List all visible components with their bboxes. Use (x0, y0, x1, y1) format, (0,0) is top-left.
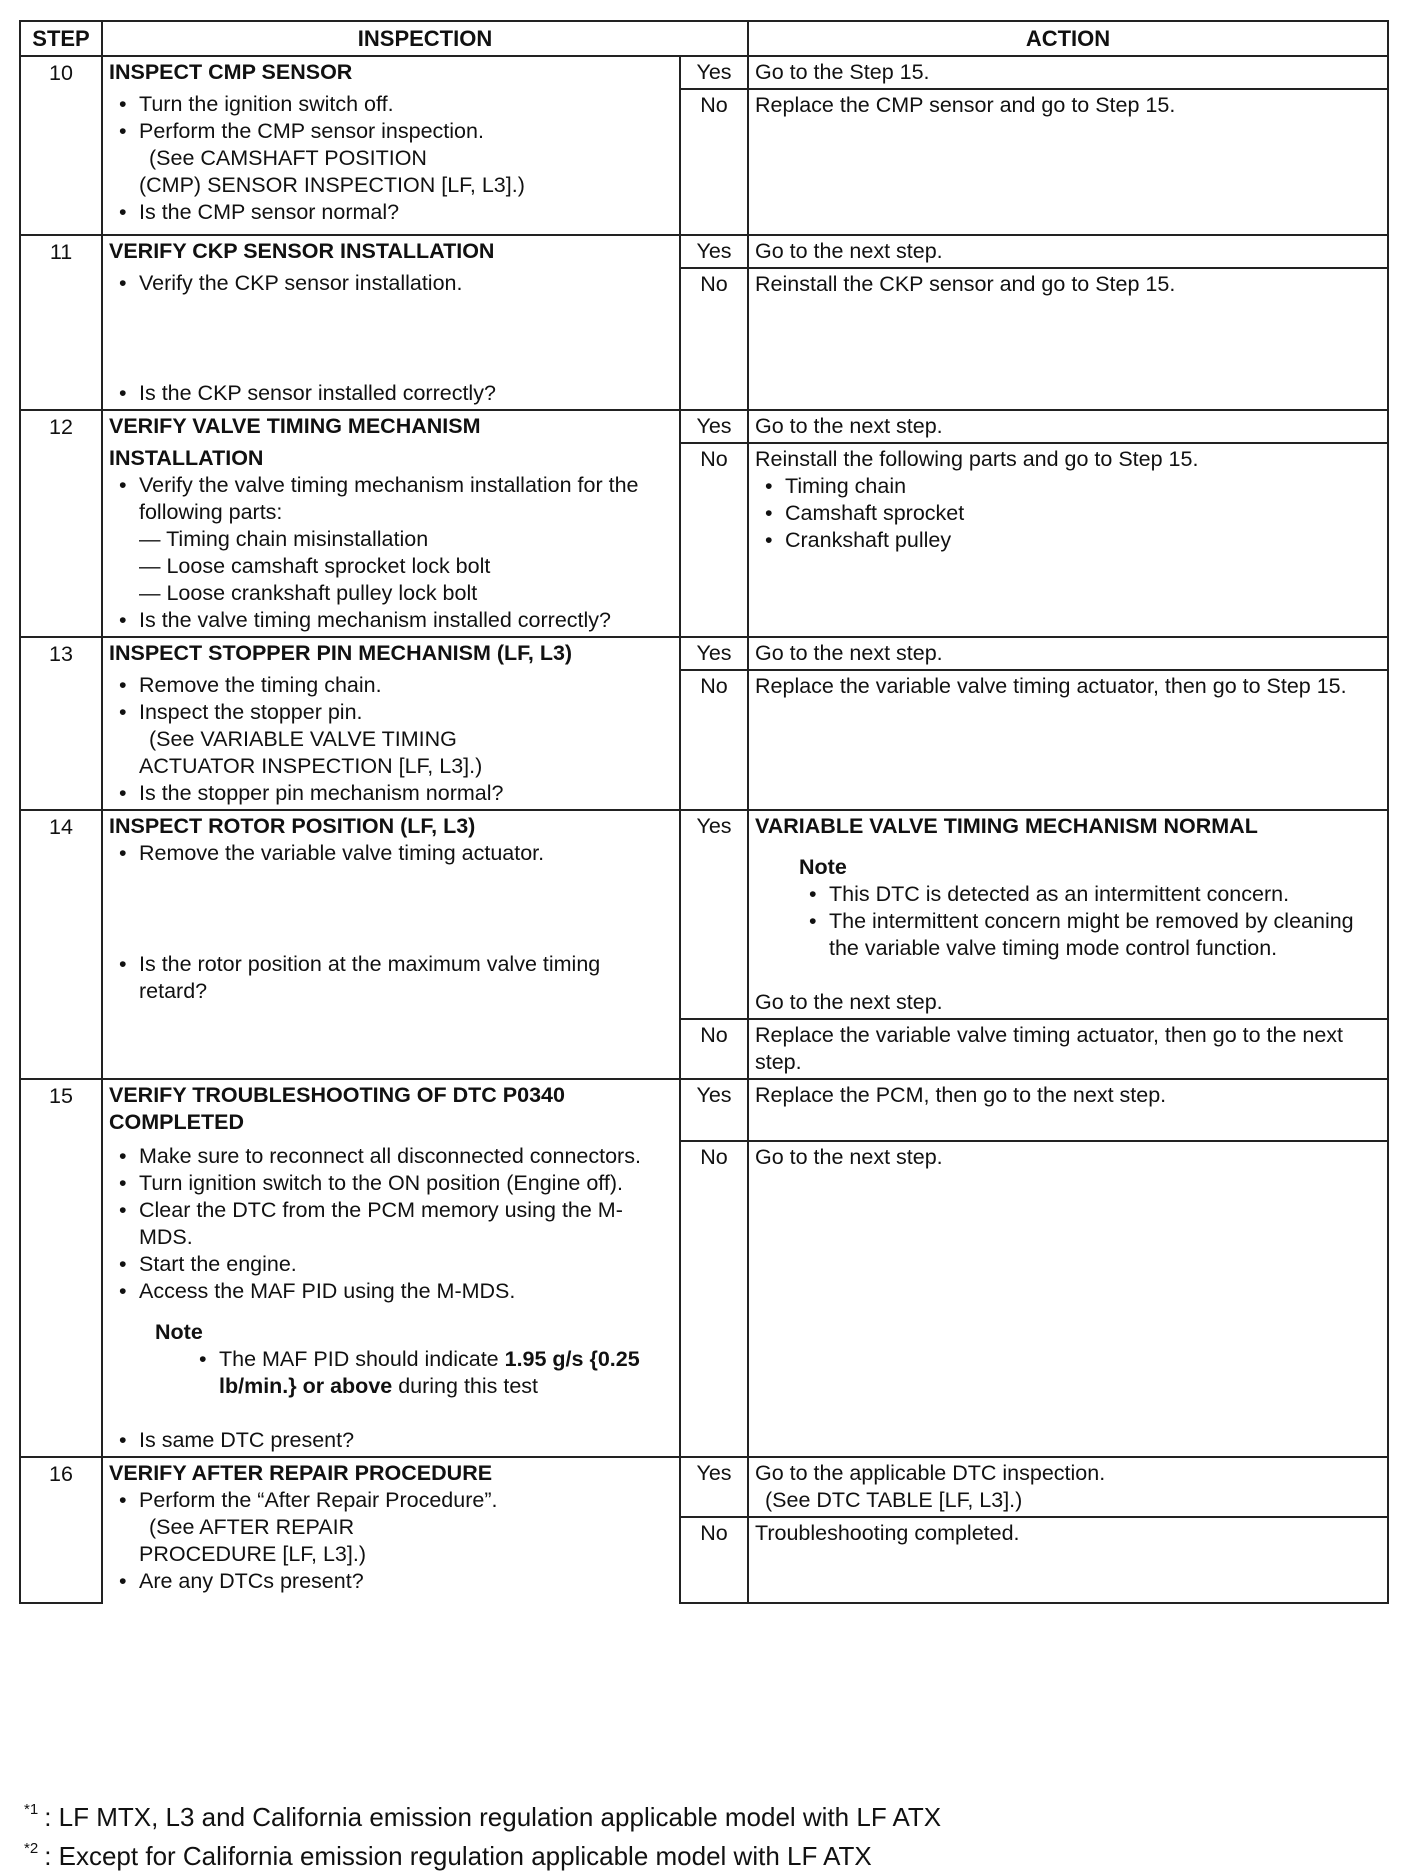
yes-action: Go to the applicable DTC inspection. (See DTC TABLE [LF, L3].) (748, 1457, 1388, 1517)
no-action: Reinstall the following parts and go to Step 15. • Timing chain • Camshaft sprocket • Crankshaft pulley (748, 443, 1388, 637)
yes-action (748, 810, 1388, 1019)
yes-label: Yes (680, 410, 748, 443)
step-10-yes-row (20, 56, 1388, 89)
no-action: Troubleshooting completed. (748, 1517, 1388, 1603)
step-11-no-row (20, 268, 1388, 410)
list-item: • Are any DTCs present? (139, 1568, 673, 1595)
step-number: 11 (20, 235, 102, 410)
list-item: • Access the MAF PID using the M-MDS. (139, 1278, 673, 1305)
sub-item: — Timing chain misinstallation (139, 527, 429, 551)
list-item: • Remove the timing chain. (139, 672, 673, 699)
step-title: VERIFY CKP SENSOR INSTALLATION (102, 235, 680, 268)
list-item: • Turn the ignition switch off. (139, 91, 673, 118)
step-body (102, 443, 680, 637)
step-16-yes-row (20, 1457, 1388, 1517)
step-15-yes-row (20, 1079, 1388, 1141)
list-item: • Is the CMP sensor normal? (139, 199, 673, 226)
no-action: Reinstall the CKP sensor and go to Step 15. (748, 268, 1388, 410)
step-body (102, 1457, 680, 1603)
no-label: No (680, 1019, 748, 1079)
footnote-2: $^{*2}$ : Except for California emission regulation applicable model with LF ATX (24, 1840, 872, 1871)
next-step-text: Go to the next step. (755, 990, 943, 1014)
list-item: • Perform the “After Repair Procedure”. (See AFTER REPAIR PROCEDURE [LF, L3].) (139, 1487, 673, 1568)
list-item: • Is the CKP sensor installed correctly? (139, 380, 496, 407)
step-title: VERIFY VALVE TIMING MECHANISM (102, 410, 680, 443)
no-action: Replace the variable valve timing actuator, then go to Step 15. (748, 670, 1388, 810)
step-title: INSPECT CMP SENSOR (102, 56, 680, 89)
note-item: • This DTC is detected as an intermittent concern. (829, 881, 1381, 908)
header-step: STEP (20, 21, 102, 56)
note-label: Note (155, 1320, 203, 1344)
note-item: • The intermittent concern might be removed by cleaning the variable valve timing mode control function. (829, 908, 1381, 962)
sub-item: — Loose crankshaft pulley lock bolt (139, 581, 478, 605)
step-title: INSPECT STOPPER PIN MECHANISM (LF, L3) (102, 637, 680, 670)
result-title: VARIABLE VALVE TIMING MECHANISM NORMAL (755, 814, 1258, 838)
no-label: No (680, 670, 748, 810)
yes-action: Go to the next step. (748, 410, 1388, 443)
list-item: • Perform the CMP sensor inspection. (See CAMSHAFT POSITION (CMP) SENSOR INSPECTION [LF, L3].) (139, 118, 673, 199)
yes-action: Go to the next step. (748, 637, 1388, 670)
step-11-yes-row (20, 235, 1388, 268)
list-item: • Inspect the stopper pin. (See VARIABLE VALVE TIMING ACTUATOR INSPECTION [LF, L3].) (139, 699, 673, 780)
step-title-continued: INSTALLATION (109, 446, 264, 470)
no-label: No (680, 1141, 748, 1457)
list-item: • Is same DTC present? (139, 1427, 673, 1454)
yes-label: Yes (680, 637, 748, 670)
step-number: 13 (20, 637, 102, 810)
list-item: • Timing chain (785, 473, 1381, 500)
step-body (102, 1141, 680, 1457)
dtc-troubleshooting-table (19, 20, 1389, 1604)
step-number: 12 (20, 410, 102, 637)
step-body (102, 89, 680, 235)
step-title: VERIFY TROUBLESHOOTING OF DTC P0340 COMPLETED (102, 1079, 680, 1141)
step-body (102, 268, 680, 410)
list-item: • Verify the CKP sensor installation. (139, 270, 673, 297)
reference-text: (See AFTER REPAIR (149, 1515, 355, 1539)
reference-text: PROCEDURE [LF, L3].) (139, 1542, 366, 1566)
list-item: • Is the rotor position at the maximum valve timing retard? (139, 951, 673, 1005)
reference-text: ACTUATOR INSPECTION [LF, L3].) (139, 754, 483, 778)
step-number: 10 (20, 56, 102, 235)
list-item: • Start the engine. (139, 1251, 673, 1278)
step-number: 15 (20, 1079, 102, 1457)
list-item: • Make sure to reconnect all disconnected connectors. (139, 1143, 673, 1170)
step-13-yes-row (20, 637, 1388, 670)
step-12-no-row (20, 443, 1388, 637)
list-item: • Clear the DTC from the PCM memory using the M-MDS. (139, 1197, 673, 1251)
list-item: • Verify the valve timing mechanism installation for the following parts: — Timing chain misinstallation — Loose camshaft sprocket lock bolt — Loose crankshaft pulley lock bolt (139, 472, 673, 607)
step-number: 16 (20, 1457, 102, 1603)
no-action: Go to the next step. (748, 1141, 1388, 1457)
step-body (102, 670, 680, 810)
note-item: • The MAF PID should indicate 1.95 g/s {0.25 lb/min.} or above during this test (219, 1346, 673, 1400)
reference-text: (See DTC TABLE [LF, L3].) (765, 1488, 1023, 1512)
step-10-no-row (20, 89, 1388, 235)
yes-action: Replace the PCM, then go to the next step. (748, 1079, 1388, 1141)
footnote-1: $^{*1}$ : LF MTX, L3 and California emission regulation applicable model with LF ATX (24, 1801, 942, 1832)
list-item: • Is the valve timing mechanism installed correctly? (139, 607, 673, 634)
footnotes (24, 1794, 941, 1872)
yes-action: Go to the Step 15. (748, 56, 1388, 89)
step-14-yes-row (20, 810, 1388, 1019)
header-action: ACTION (748, 21, 1388, 56)
list-item: • Crankshaft pulley (785, 527, 1381, 554)
yes-action: Go to the next step. (748, 235, 1388, 268)
table-header-row (20, 21, 1388, 56)
list-item: • Remove the variable valve timing actuator. (139, 840, 673, 867)
reference-text: (CMP) SENSOR INSPECTION [LF, L3].) (139, 173, 525, 197)
list-item: • Turn ignition switch to the ON position (Engine off). (139, 1170, 673, 1197)
no-action: Replace the variable valve timing actuator, then go to the next step. (748, 1019, 1388, 1079)
step-body (102, 810, 680, 1079)
step-15-no-row (20, 1141, 1388, 1457)
step-title: INSPECT ROTOR POSITION (LF, L3) (109, 814, 476, 838)
list-item: • Is the stopper pin mechanism normal? (139, 780, 673, 807)
yes-label: Yes (680, 56, 748, 89)
yes-label: Yes (680, 1079, 748, 1141)
note-label: Note (799, 855, 847, 879)
sub-item: — Loose camshaft sprocket lock bolt (139, 554, 491, 578)
list-item: • Camshaft sprocket (785, 500, 1381, 527)
reference-text: (See VARIABLE VALVE TIMING (149, 727, 457, 751)
header-inspection: INSPECTION (102, 21, 748, 56)
yes-label: Yes (680, 810, 748, 1019)
step-12-yes-row (20, 410, 1388, 443)
no-label: No (680, 1517, 748, 1603)
no-action: Replace the CMP sensor and go to Step 15. (748, 89, 1388, 235)
step-title: VERIFY AFTER REPAIR PROCEDURE (109, 1461, 493, 1485)
no-label: No (680, 268, 748, 410)
reference-text: (See CAMSHAFT POSITION (149, 146, 427, 170)
yes-label: Yes (680, 235, 748, 268)
step-number: 14 (20, 810, 102, 1079)
no-label: No (680, 89, 748, 235)
yes-label: Yes (680, 1457, 748, 1517)
no-label: No (680, 443, 748, 637)
step-13-no-row (20, 670, 1388, 810)
